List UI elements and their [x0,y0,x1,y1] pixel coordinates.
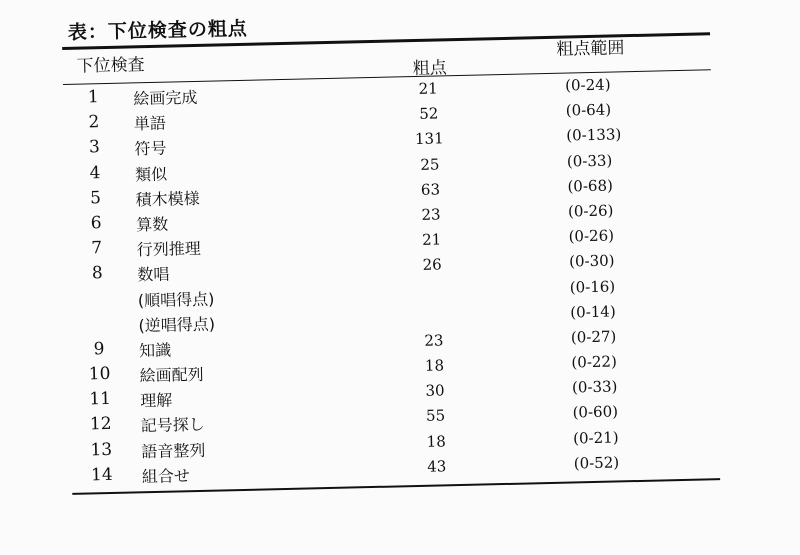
score-range: (0-64) [565,100,612,120]
row-number: 10 [88,364,111,385]
header-raw-score: 粗点 [412,58,447,80]
subtest-name: 類似 [134,164,168,184]
raw-score: 21 [418,79,438,98]
row-number [68,288,128,289]
subtest-name: 語音整列 [141,440,206,461]
subtest-name: 組合せ [141,465,191,487]
raw-score: 52 [419,104,439,124]
raw-score [413,306,453,307]
row-number: 9 [93,338,105,360]
row-number: 7 [91,238,103,259]
score-range: (0-14) [570,302,616,322]
score-range: (0-68) [567,176,614,196]
score-range: (0-16) [569,276,616,296]
row-number: 12 [89,414,112,435]
row-number: 11 [89,389,112,410]
score-range: (0-27) [570,327,617,347]
raw-score: 55 [425,406,446,426]
header-subtest: 下位検査 [76,55,145,77]
score-range: (0-30) [568,251,615,271]
raw-score: 43 [427,457,447,476]
score-range: (0-21) [572,428,619,448]
row-number: 2 [88,112,100,133]
subtest-name: 数唱 [137,264,170,285]
row-number: 14 [90,464,113,486]
row-number: 1 [87,87,99,108]
raw-score: 26 [422,255,442,275]
raw-score: 23 [424,331,444,350]
raw-score: 25 [420,154,440,174]
row-number: 6 [90,213,102,234]
raw-score: 18 [424,356,445,375]
table-body [63,71,720,489]
raw-score: 23 [421,205,441,224]
row-number [68,313,128,314]
row-number: 8 [91,263,103,284]
raw-score [413,281,453,282]
subtest-name: 知識 [138,340,172,361]
row-number: 5 [89,187,102,209]
header-range: 粗点範囲 [556,38,625,60]
score-range: (0-52) [573,453,620,473]
row-number: 3 [88,137,101,158]
score-range: (0-22) [571,352,618,372]
subtest-name: (順唱得点) [137,289,215,310]
raw-score: 21 [421,230,442,249]
raw-score: 63 [420,180,441,199]
subtest-name: 理解 [139,390,173,411]
subtest-name: 積木模様 [135,188,200,210]
subtest-name: (逆唱得点) [138,314,216,335]
score-range: (0-60) [572,402,619,422]
table-title: 表：下位検査の粗点 [67,17,249,44]
raw-score: 30 [425,381,445,401]
subtest-name: 符号 [134,138,167,159]
row-number: 4 [89,162,101,183]
subtest-name: 算数 [135,214,169,235]
subtest-name: 絵画完成 [133,87,198,109]
subtest-name: 単語 [133,113,167,134]
score-range: (0-33) [571,377,618,397]
subtest-name: 絵画配列 [139,364,204,386]
subtest-name: 行列推理 [136,238,201,260]
raw-score: 131 [414,129,444,149]
score-range: (0-133) [566,125,622,145]
subtest-name: 記号探し [140,415,205,436]
score-range: (0-26) [568,226,615,246]
score-range: (0-24) [564,75,611,95]
raw-score: 18 [426,431,446,451]
score-range: (0-33) [566,151,613,171]
row-number: 13 [90,439,113,461]
score-range: (0-26) [567,201,614,221]
